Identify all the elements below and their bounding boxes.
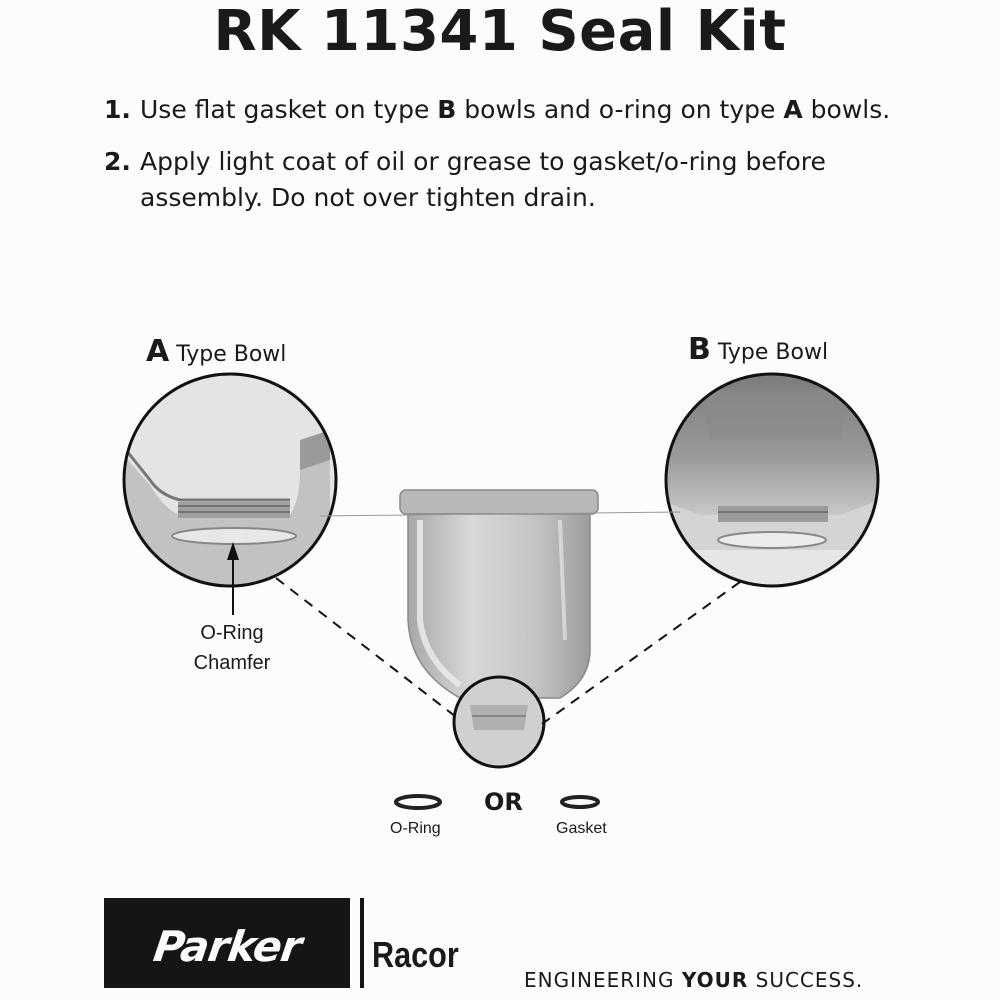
o-ring-label: O-Ring (390, 820, 441, 837)
step-text: Apply light coat of oil or grease to gasket/o-ring before assembly. Do not over tighten drain. (140, 147, 826, 212)
instruction-list (104, 92, 924, 232)
bowl-illustration (0, 320, 1000, 860)
racor-wordmark: Racor (372, 934, 459, 975)
type-b-letter: B (688, 332, 711, 367)
type-a-letter: A (146, 334, 170, 369)
footer (104, 898, 924, 992)
type-b-bowl-closeup (660, 370, 880, 610)
type-a-label (146, 334, 286, 369)
type-a-emphasis: A (783, 95, 803, 124)
glass-bowl (320, 490, 680, 767)
bowl-diagram (0, 320, 1000, 860)
type-b-text: Type Bowl (717, 340, 829, 365)
gasket-label: Gasket (556, 820, 607, 837)
step-number: 1. (104, 95, 131, 124)
o-ring-shape (396, 796, 440, 808)
step-number: 2. (104, 147, 131, 176)
or-label: OR (484, 788, 523, 816)
chamfer-line-2: Chamfer (193, 652, 271, 674)
tagline (524, 968, 863, 992)
step-text-part: bowls. (802, 95, 891, 124)
page-title: RK 11341 Seal Kit (213, 0, 787, 64)
o-ring-chamfer-label (180, 618, 284, 678)
tagline-part: SUCCESS. (748, 968, 864, 992)
instruction-step-1 (104, 92, 924, 128)
step-text (140, 92, 890, 128)
gasket-shape (562, 797, 598, 807)
logo-divider (360, 898, 364, 988)
parker-logo-text: Parker (150, 922, 305, 971)
step-text-part: Use flat gasket on type (140, 95, 438, 124)
step-text-part: bowls and o-ring on type (456, 95, 784, 124)
parker-logo (104, 898, 350, 988)
chamfer-line-1: O-Ring (200, 622, 264, 644)
tagline-emphasis: YOUR (681, 968, 749, 992)
type-b-emphasis: B (437, 95, 457, 124)
type-a-bowl-closeup (110, 374, 336, 620)
tagline-part: ENGINEERING (524, 968, 682, 992)
type-a-text: Type Bowl (176, 342, 287, 367)
type-b-label (688, 332, 828, 367)
instruction-step-2 (104, 144, 924, 216)
